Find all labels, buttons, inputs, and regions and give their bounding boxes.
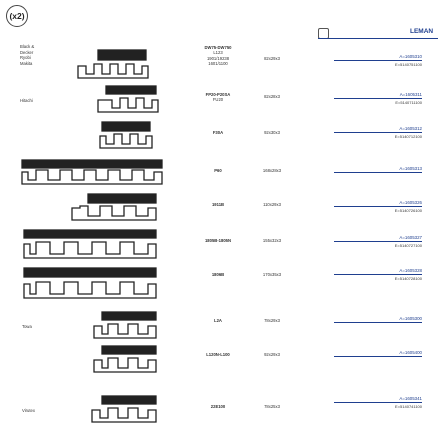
blade-profile xyxy=(22,228,158,260)
brand-item: Makita xyxy=(20,60,33,66)
header-rule xyxy=(318,38,438,39)
brand-list xyxy=(22,408,35,414)
blade-profile xyxy=(92,310,158,340)
ref-number: A=1605341 xyxy=(334,396,422,403)
ean-number: E=5140751100 xyxy=(395,61,422,67)
ean-number: E=5140711100 xyxy=(395,99,422,105)
model-code: 1806B xyxy=(211,272,225,277)
model-sub: FU20 xyxy=(212,97,224,103)
reference-code xyxy=(334,92,422,105)
brand-list xyxy=(20,98,33,104)
reference-code xyxy=(334,235,422,248)
reference-code xyxy=(334,316,422,323)
reference-code xyxy=(334,396,422,409)
model-cell xyxy=(196,92,240,103)
ref-number: A=1605400 xyxy=(334,350,422,357)
model-sub: 1601/1100 xyxy=(208,61,228,67)
model-code: L120N-L100 xyxy=(206,352,230,357)
model-code: F30A xyxy=(212,130,224,135)
model-cell xyxy=(196,238,240,243)
ean-number: E=5140712100 xyxy=(394,133,422,139)
dimensions: 170x35x3 xyxy=(262,272,282,277)
brand-item: Hitachi xyxy=(20,98,33,103)
model-code: 22E100 xyxy=(210,404,226,409)
model-cell xyxy=(196,45,240,67)
model-cell xyxy=(196,352,240,357)
model-code: P60 xyxy=(214,168,222,173)
dimensions: 168x28x3 xyxy=(262,168,282,173)
blade-profile xyxy=(76,48,150,80)
dimensions: 155x32x3 xyxy=(262,238,282,243)
dimensions: 82x28x3 xyxy=(264,94,280,99)
brand-item: Ryobi xyxy=(20,55,31,61)
dimensions: 110x29x3 xyxy=(263,202,281,207)
ref-number: A=1605312 xyxy=(334,126,422,133)
ref-number: A=1605326 xyxy=(334,200,422,207)
ref-number: A=1605328 xyxy=(334,268,422,275)
model-code: L2A xyxy=(214,318,222,323)
blade-profile xyxy=(22,266,158,300)
dimensions: 78x29x3 xyxy=(264,318,280,323)
brand-list xyxy=(22,324,32,330)
dimensions: 78x25x3 xyxy=(264,404,280,409)
model-code: 1911B xyxy=(211,202,225,207)
dimensions: 82x29x3 xyxy=(264,56,280,61)
ref-number: A=1605300 xyxy=(334,316,422,323)
model-cell xyxy=(196,130,240,135)
dimensions: 92x30x3 xyxy=(264,130,280,135)
blade-profile xyxy=(92,344,158,374)
blade-profile xyxy=(70,192,158,222)
blade-profile xyxy=(98,120,154,150)
model-sub: L123 xyxy=(213,50,223,56)
ref-number: A=1605311 xyxy=(334,92,422,99)
ean-number: E=5140727100 xyxy=(394,242,422,248)
reference-code xyxy=(334,126,422,139)
brand-name: LEMAN xyxy=(410,28,434,35)
reference-code xyxy=(334,268,422,281)
dimensions: 92x29x3 xyxy=(264,352,280,357)
reference-code xyxy=(334,54,422,67)
model-cell xyxy=(196,272,240,277)
model-cell xyxy=(196,202,240,207)
reference-code xyxy=(334,350,422,357)
ref-number: A=1605327 xyxy=(334,235,422,242)
blade-profile xyxy=(90,394,158,424)
model-code: DW75-DW750 xyxy=(204,45,232,50)
reference-code xyxy=(334,200,422,213)
blade-profile xyxy=(20,158,164,186)
ref-number: A=1605310 xyxy=(334,54,422,61)
brand-item: Towa xyxy=(22,324,32,329)
blade-profile xyxy=(96,84,160,114)
ean-number: E=5140728100 xyxy=(394,275,422,281)
reference-code xyxy=(334,166,422,173)
model-cell xyxy=(196,318,240,323)
model-code: 1805B-1805N xyxy=(204,238,232,243)
ref-number: A=1605313 xyxy=(334,166,422,173)
brand-item: Black & xyxy=(20,44,35,49)
model-cell xyxy=(196,404,240,409)
model-cell xyxy=(196,168,240,173)
brand-item: Decker xyxy=(20,49,34,55)
ean-number: E=5140741100 xyxy=(395,403,422,409)
brand-item: Virutex xyxy=(22,408,35,413)
model-code: FP20-P20SA xyxy=(205,92,231,97)
quantity-badge: (x2) xyxy=(6,5,28,27)
model-sub: 1901/19238 xyxy=(206,55,230,61)
brand-list xyxy=(20,44,34,66)
ean-number: E=5140726100 xyxy=(394,207,422,213)
